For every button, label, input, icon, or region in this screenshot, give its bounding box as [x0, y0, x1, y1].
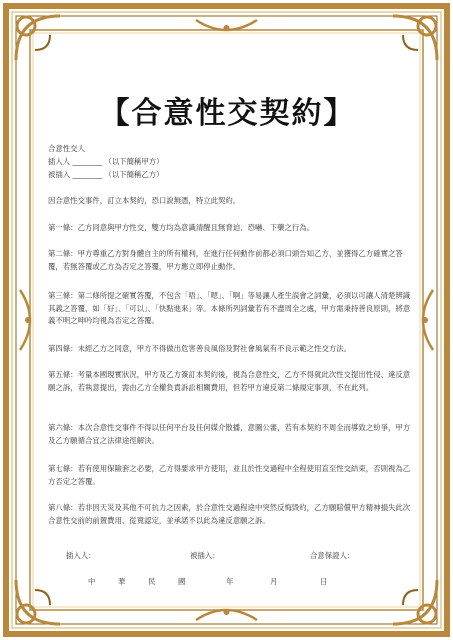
- clause-7: 第七條：若有使用保險套之必要，乙方得要求甲方使用，並且於性交過程中全程使用直至性交結束，否則視為乙方否定之答覆。: [48, 464, 411, 486]
- clause-8: 第八條：若非因天災及其他不可抗力之因素，於合意性交過程途中突然反悔毀約，乙方願賠償甲方精神損失此次合意性交前的前置費用、從寬認定，並承諾不以此為違反意願之訴。: [48, 503, 411, 525]
- parties-header: 合意性交人: [48, 144, 85, 153]
- clause-4: 第四條：未經乙方之同意，甲方不得做出危害善良風俗及對社會風氣有不良示範之性交方法。: [48, 344, 352, 353]
- date-era-char-3: 民: [148, 577, 156, 586]
- clause-5: 第五條：考量本國現實狀況，甲方及乙方簽訂本契約後，視為合意性交，乙方不得就此次性交提出性侵、違反意願之訴，若執意提出，需由乙方全權負責訴訟相關費用，但若甲方違反第二條規定事項，不在此列。: [48, 370, 411, 392]
- inserter-signature-label: 插入人：: [66, 551, 96, 560]
- date-era-char-2: 華: [118, 577, 126, 586]
- date-day: 日: [320, 577, 328, 586]
- party-b-line: 被插入 ________ （以下簡稱乙方）: [48, 170, 164, 179]
- date-month: 月: [270, 577, 278, 586]
- date-era-char-1: 中: [88, 577, 96, 586]
- contract-title: 【合意性交契約】: [99, 96, 356, 131]
- guarantor-signature-label: 合意保證人：: [310, 551, 355, 560]
- inserted-signature-label: 被插入：: [190, 551, 220, 560]
- clause-1: 第一條：乙方同意與甲方性交，雙方均為意識清醒且無脅迫、恐嚇、下藥之行為。: [48, 223, 315, 232]
- intro-text: 因合意性交事件，訂立本契約，恐口說無憑，特立此契約。: [48, 196, 241, 205]
- parties-section: [48, 142, 164, 181]
- clause-6: 第六條：本次合意性交事件不得以任何平台及任何媒介散播，意圖公審，若有本契約不周全而導致之紛爭，甲方及乙方願循合宜之法律途徑解決。: [48, 423, 411, 445]
- date-year: 年: [226, 577, 234, 586]
- party-a-line: 插入人 ________ （以下簡稱甲方）: [48, 157, 164, 166]
- clause-3: 第三條：第二條所提之確實答覆，不包含「唔」、「嗯」、「啊」等易讓人產生誤會之詞彙，必須以可讓人清楚辨識其義之答覆，如「好」、「可以」、「快點進來」等。本條所列詞彙若有不盡周全之處，甲方需秉持善良原則，將意義不明之呻吟均視為否定之答覆。: [48, 291, 411, 325]
- date-era-char-4: 國: [178, 577, 186, 586]
- clause-2: 第二條：甲方尊重乙方對身體自主的所有權利，在進行任何動作前都必須口頭告知乙方，並獲得乙方確實之答覆，若無答覆或乙方為否定之答覆，甲方應立即停止動作。: [48, 249, 403, 271]
